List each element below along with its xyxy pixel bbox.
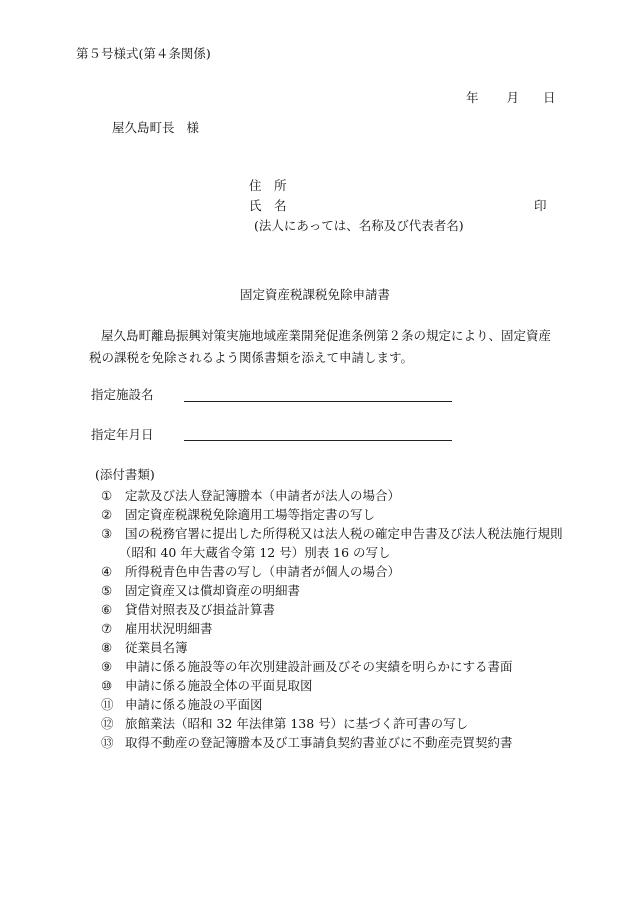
- item-number: ⑥: [101, 602, 113, 617]
- addressee-name: 屋久島町長: [112, 120, 175, 135]
- list-item: [101, 619, 563, 638]
- item-number: ①: [101, 488, 113, 503]
- designation-date-line[interactable]: [184, 428, 452, 441]
- item-number: ⑤: [101, 583, 113, 598]
- item-text: 定款及び法人登記簿謄本（申請者が法人の場合）: [125, 488, 401, 503]
- addressee: [112, 122, 199, 135]
- applicant-name-label: 氏 名: [249, 198, 287, 213]
- date-day-label: 日: [543, 90, 556, 105]
- seal-mark: 印: [534, 198, 547, 213]
- item-text: 所得税青色申告書の写し（申請者が個人の場合）: [125, 564, 401, 579]
- item-text: 申請に係る施設全体の平面見取図: [125, 678, 313, 693]
- item-text: 従業員名簿: [125, 640, 188, 655]
- attachments-list: [101, 486, 563, 752]
- item-number: ⑬: [101, 735, 114, 750]
- item-text: 取得不動産の登記簿謄本及び工事請負契約書並びに不動産売買契約書: [125, 735, 513, 750]
- item-text: 固定資産又は償却資産の明細書: [125, 583, 301, 598]
- item-number: ⑪: [101, 697, 114, 712]
- list-item: [101, 600, 563, 619]
- item-number: ⑩: [101, 678, 113, 693]
- item-text: 申請に係る施設の平面図: [125, 697, 263, 712]
- item-number: ②: [101, 507, 113, 522]
- item-number: ④: [101, 564, 113, 579]
- list-item: [101, 505, 563, 524]
- facility-name-line[interactable]: [184, 389, 452, 402]
- item-number: ⑦: [101, 621, 113, 636]
- applicant-address-label: 住 所: [249, 178, 287, 193]
- designation-date-label: 指定年月日: [91, 427, 154, 442]
- item-number: ③: [101, 526, 113, 541]
- list-item: [101, 562, 563, 581]
- list-item: [101, 524, 563, 543]
- item-text: 貸借対照表及び損益計算書: [125, 602, 276, 617]
- item-number: ⑧: [101, 640, 113, 655]
- list-item: [101, 581, 563, 600]
- item-text: 国の税務官署に提出した所得税又は法人税の確定申告書及び法人税法施行規則: [125, 526, 563, 541]
- list-item: [101, 543, 563, 562]
- item-text: 雇用状況明細書: [125, 621, 213, 636]
- body-text: 屋久島町離島振興対策実施地域産業開発促進条例第２条の規定により、固定資産税の課税を免除されるよう関係書類を添えて申請します。: [89, 328, 552, 365]
- document-title: 固定資産税課税免除申請書: [240, 287, 391, 302]
- list-item: [101, 657, 563, 676]
- date-year-label: 年: [466, 90, 479, 105]
- list-item: [101, 638, 563, 657]
- addressee-title: 様: [186, 120, 200, 135]
- item-text: 固定資産税課税免除適用工場等指定書の写し: [125, 507, 376, 522]
- item-text: 申請に係る施設等の年次別建設計画及びその実績を明らかにする書面: [125, 659, 513, 674]
- facility-name-label: 指定施設名: [91, 387, 154, 402]
- attachments-heading: (添付書類): [95, 467, 155, 482]
- item-text: （昭和 40 年大蔵省令第 12 号）別表 16 の写し: [119, 545, 391, 560]
- date-month-label: 月: [506, 90, 520, 105]
- list-item: [101, 714, 563, 733]
- list-item: [101, 676, 563, 695]
- list-item: [101, 486, 563, 505]
- item-number: ⑫: [101, 716, 114, 731]
- item-number: ⑨: [101, 659, 113, 674]
- form-number: 第５号様式(第４条関係): [76, 46, 211, 61]
- list-item: [101, 695, 563, 714]
- corporate-note: (法人にあっては、名称及び代表者名): [254, 218, 464, 233]
- date-line: [466, 92, 556, 105]
- list-item: [101, 733, 563, 752]
- item-text: 旅館業法（昭和 32 年法律第 138 号）に基づく許可書の写し: [125, 716, 469, 731]
